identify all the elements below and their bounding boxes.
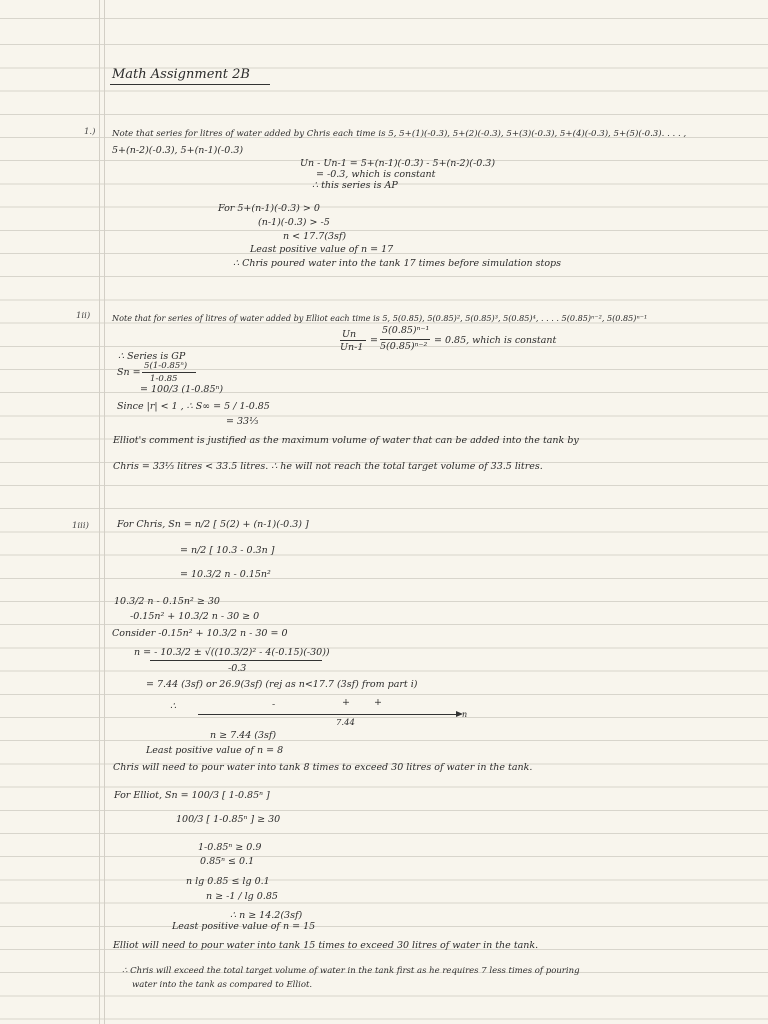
- margin-line: [104, 0, 105, 1024]
- fraction-numerator: Un: [342, 329, 357, 340]
- axis-variable: n: [462, 710, 468, 719]
- text-line: Elliot's comment is justified as the maximum volume of water that can be added into the tank by: [113, 435, 579, 446]
- text-line: Note that for series of litres of water added by Elliot each time is 5, 5(0.85), 5(0.85)², 5(0.85)³, 5(0.85)⁴, . . . . 5(0.85)ⁿ⁻², 5(0.85)ⁿ⁻¹: [112, 313, 648, 323]
- text-line: For Elliot, Sn = 100/3 [ 1-0.85ⁿ ]: [114, 790, 270, 801]
- text-line: n = - 10.3/2 ± √((10.3/2)² - 4(-0.15)(-30)): [134, 647, 330, 658]
- text-line: (n-1)(-0.3) > -5: [258, 217, 330, 228]
- text-line: ∴ Series is GP: [118, 351, 186, 362]
- text-line: ∴ this series is AP: [312, 180, 398, 191]
- text-line: For 5+(n-1)(-0.3) > 0: [218, 203, 320, 214]
- text-line: 10.3/2 n - 0.15n² ≥ 30: [114, 596, 220, 607]
- text-line: water into the tank as compared to Elliot.: [132, 980, 313, 990]
- text-line: Least positive value of n = 17: [250, 244, 394, 255]
- text-line: = 10.3/2 n - 0.15n²: [180, 569, 271, 580]
- text-line: = 100/3 (1-0.85ⁿ): [140, 384, 224, 395]
- text-line: Consider -0.15n² + 10.3/2 n - 30 = 0: [112, 628, 288, 639]
- text-line: = n/2 [ 10.3 - 0.3n ]: [180, 545, 275, 556]
- text-line: Note that series for litres of water added by Chris each time is 5, 5+(1)(-0.3), 5+(2)(-0.3), 5+(3)(-0.3), 5+(4)(-0.3), 5+(5)(-0.3). . . . ,: [112, 129, 687, 139]
- fraction-denominator: 5(0.85)ⁿ⁻²: [380, 341, 428, 352]
- text-line: n < 17.7(3sf): [283, 231, 347, 242]
- fraction-bar: [340, 340, 366, 341]
- sign-plus: +: [342, 697, 350, 708]
- text-line: n lg 0.85 ≤ lg 0.1: [186, 876, 270, 887]
- text-line: = -0.3, which is constant: [316, 169, 436, 180]
- text-line: n ≥ -1 / lg 0.85: [206, 891, 278, 902]
- part-label: 1.): [84, 127, 96, 137]
- text-line: 5+(n-2)(-0.3), 5+(n-1)(-0.3): [112, 145, 244, 156]
- text-line: 1-0.85ⁿ ≥ 0.9: [198, 842, 262, 853]
- text-line: Least positive value of n = 15: [172, 921, 316, 932]
- text-line: Elliot will need to pour water into tank 15 times to exceed 30 litres of water in the tank.: [113, 940, 539, 951]
- text-line: ∴ n ≥ 14.2(3sf): [230, 910, 303, 921]
- fraction-bar: [150, 660, 322, 661]
- axis-tick-label: 7.44: [336, 718, 355, 728]
- fraction-numerator: 5(1-0.85ⁿ): [144, 361, 188, 371]
- fraction-bar: [380, 339, 430, 340]
- therefore-symbol: ∴: [170, 701, 177, 712]
- text-line: Since |r| < 1 , ∴ S∞ = 5 / 1-0.85: [117, 401, 270, 412]
- page-title: Math Assignment 2B: [112, 67, 250, 82]
- text-line: Least positive value of n = 8: [146, 745, 284, 756]
- sign-plus: +: [374, 697, 382, 708]
- part-label: 1iii): [72, 521, 89, 531]
- text-line: n ≥ 7.44 (3sf): [210, 730, 277, 741]
- text-line: = 0.85, which is constant: [434, 335, 557, 346]
- text-line: Un - Un-1 = 5+(n-1)(-0.3) - 5+(n-2)(-0.3): [300, 158, 496, 169]
- text-line: Sn =: [117, 367, 141, 378]
- title-underline: [110, 84, 270, 85]
- text-line: ∴ Chris will exceed the total target volume of water in the tank first as he requires 7 less times of pouring: [122, 966, 580, 976]
- fraction-numerator: 5(0.85)ⁿ⁻¹: [382, 325, 430, 336]
- text-line: Chris will need to pour water into tank 8 times to exceed 30 litres of water in the tank.: [113, 762, 533, 773]
- fraction-bar: [142, 372, 196, 373]
- text-line: Chris = 33⅓ litres < 33.5 litres. ∴ he will not reach the total target volume of 33.5 litres.: [113, 461, 543, 472]
- text-line: ∴ Chris poured water into the tank 17 times before simulation stops: [233, 258, 562, 269]
- fraction-denominator: Un-1: [340, 342, 364, 353]
- equals-sign: =: [370, 335, 378, 346]
- fraction-denominator: 1-0.85: [150, 374, 178, 384]
- sign-minus: -: [272, 699, 276, 710]
- text-line: = 7.44 (3sf) or 26.9(3sf) (rej as n<17.7 (3sf) from part i): [146, 679, 418, 690]
- text-line: 100/3 [ 1-0.85ⁿ ] ≥ 30: [176, 814, 281, 825]
- fraction-denominator: -0.3: [228, 663, 247, 674]
- number-line: [198, 714, 456, 715]
- margin-line: [99, 0, 100, 1024]
- text-line: For Chris, Sn = n/2 [ 5(2) + (n-1)(-0.3) ]: [117, 519, 309, 530]
- text-line: -0.15n² + 10.3/2 n - 30 ≥ 0: [130, 611, 260, 622]
- text-line: = 33⅓: [226, 416, 259, 427]
- text-line: 0.85ⁿ ≤ 0.1: [200, 856, 255, 867]
- part-label: 1ii): [76, 311, 91, 321]
